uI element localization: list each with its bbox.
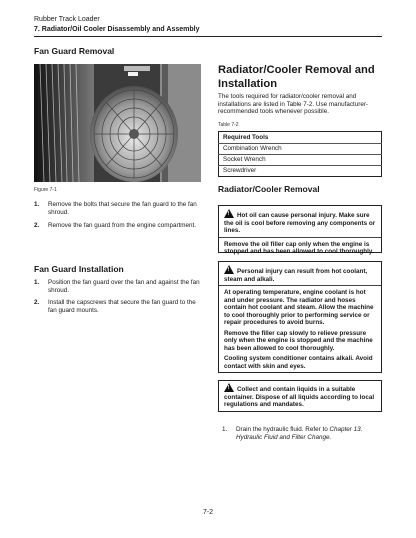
step-number: 1. [222, 426, 228, 433]
removal-steps [34, 201, 204, 236]
fan-guard-installation-heading: Fan Guard Installation [34, 264, 124, 274]
header-product: Rubber Track Loader [34, 16, 100, 23]
install-step [34, 279, 204, 294]
liquid-disposal-notice-box [218, 380, 382, 412]
warning-text: Hot oil can cause personal injury. Make sure the oil is cool before removing any components or lines. [224, 212, 376, 234]
removal-step [34, 201, 204, 216]
hot-oil-warning-box [218, 205, 382, 253]
drain-step [218, 426, 382, 441]
step-text: Install the capscrews that secure the fan guard to the fan guard mounts. [48, 299, 196, 314]
warning-text: Personal injury can result from hot coolant, steam and alkali. [224, 268, 368, 283]
warning-text: Remove the filler cap slowly to relieve pressure only when the engine is stopped and the machine has been allowed to cool thoroughly. [224, 329, 373, 352]
warning-text: At operating temperature, engine coolant is hot and under pressure. The radiator and hoses contain hot coolant and steam. Allow the machine to cool thoroughly prior to performing service or repair procedures to avoid burns. [219, 285, 381, 329]
warning-text: Cooling system conditioner contains alkali. Avoid contact with skin and eyes. [224, 355, 373, 370]
warning-icon [224, 383, 234, 392]
warning-text: Collect and contain liquids in a suitable container. Dispose of all liquids according to local regulations and mandates. [224, 386, 375, 408]
step-text: Drain the hydraulic fluid. Refer to [236, 426, 328, 433]
warning-icon [224, 265, 234, 274]
radiator-section-title: Radiator/Cooler Removal and Installation [218, 64, 375, 90]
table-label: Table 7-2 [218, 122, 239, 128]
chapter-reference: Chapter 13. Hydraulic Fluid and Filter Change. [236, 426, 363, 441]
warning-text: Remove the oil filler cap only when the engine is stopped and has been allowed to cool thoroughly. [219, 237, 381, 258]
running-header [34, 15, 199, 34]
fan-guard-photo-graphic [34, 64, 201, 182]
hot-coolant-warning-box [218, 261, 382, 373]
header-chapter: 7. Radiator/Oil Cooler Disassembly and Assembly [34, 25, 200, 33]
table-header: Required Tools [219, 132, 382, 144]
intro-paragraph: The tools required for radiator/cooler removal and installations are listed in Table 7-2. Use manufacturer-recommended tools whenever possible. [218, 93, 369, 116]
radiator-removal-heading: Radiator/Cooler Removal [218, 184, 320, 194]
removal-step [34, 222, 204, 230]
figure-caption: Figure 7-1 [34, 187, 57, 193]
step-number: 1. [34, 279, 40, 286]
tool-row: Combination Wrench [219, 144, 382, 155]
page-number: 7-2 [202, 509, 214, 516]
figure-7-1-photo [34, 64, 201, 182]
install-step [34, 299, 204, 314]
step-number: 2. [34, 222, 40, 230]
installation-steps [34, 279, 204, 319]
fan-guard-removal-heading: Fan Guard Removal [34, 46, 115, 56]
step-text: Position the fan guard over the fan and against the fan shroud. [48, 279, 200, 294]
required-tools-table [218, 131, 382, 177]
step-number: 1. [34, 201, 40, 208]
warning-icon [224, 209, 234, 218]
header-rule [34, 36, 382, 37]
step-text: Remove the bolts that secure the fan guard to the fan shroud. [48, 201, 197, 216]
step-text: Remove the fan guard from the engine compartment. [48, 222, 197, 230]
step-number: 2. [34, 299, 40, 307]
tool-row: Socket Wrench [219, 155, 382, 166]
tool-row: Screwdriver [223, 167, 257, 174]
